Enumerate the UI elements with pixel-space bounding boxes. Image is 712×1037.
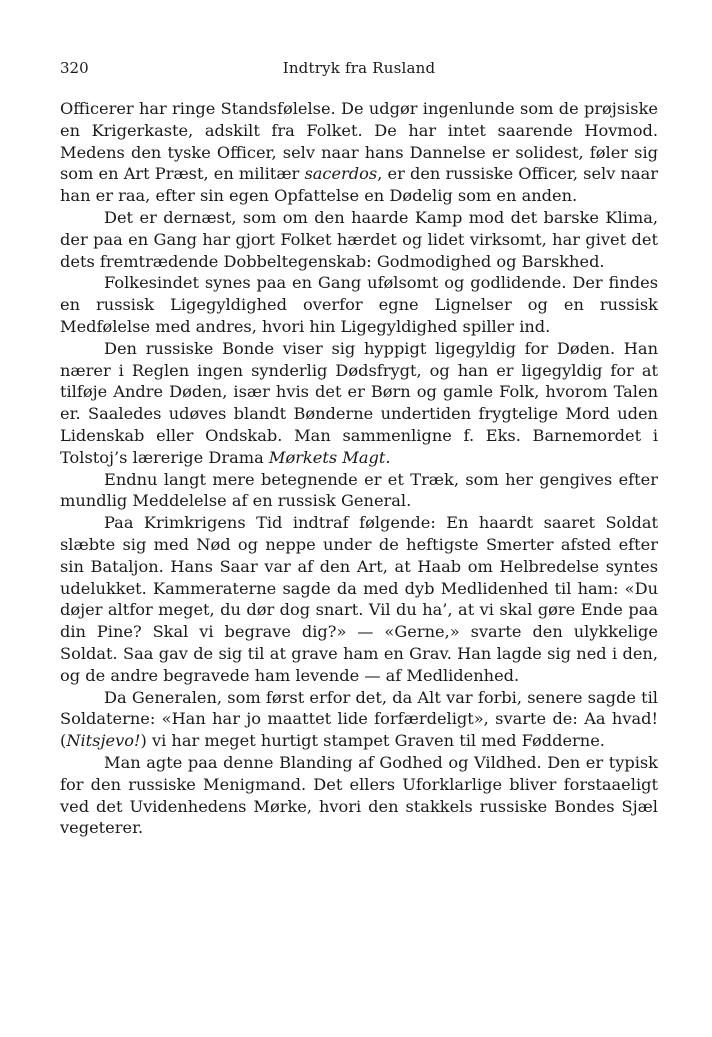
page-number: 320 <box>60 59 89 77</box>
text-segment: Man agte paa denne Blanding af Godhed og Vildhed. Den er typisk for den russiske Menigmand. Det ellers Uforklarlige bliver forstaaeligt ved det Uvidenhedens Mørke, hvori den stakkels russiske Bondes Sjæl vegeterer. <box>60 752 658 838</box>
paragraph <box>60 272 658 337</box>
text-segment: Folkesindet synes paa en Gang ufølsomt og godlidende. Der findes en russisk Ligegyldighed overfor egne Lignelser og en russisk Medfølelse med andres, hvori hin Ligegyldighed spiller ind. <box>60 273 658 336</box>
text-segment: Den russiske Bonde viser sig hyppigt ligegyldig for Døden. Han nærer i Reglen ingen synderlig Dødsfrygt, og han er ligegyldig for at tilføje Andre Døden, især hvis det er Børn og gamle Folk, hvorom Talen er. Saaledes udøves blandt Bønderne undertiden frygtelige Mord uden Lidenskab eller Ondskab. Man sammenligne f. Eks. Barnemordet i Tolstoj’s lærerige Drama <box>60 338 658 467</box>
text-segment: Da Generalen, som først erfor det, da Alt var forbi, senere sagde til Soldaterne: «Han har jo maattet lide forfærdeligt», svarte de: Aa hvad! ( <box>60 687 658 751</box>
paragraph <box>60 469 658 513</box>
book-page <box>60 56 658 839</box>
paragraph <box>60 338 658 469</box>
paragraph <box>60 98 658 207</box>
body-text <box>60 98 658 839</box>
paragraph <box>60 752 658 839</box>
text-segment: , er den russiske Officer, selv naar han er raa, efter sin egen Opfattelse en Dødelig som en anden. <box>60 164 658 206</box>
running-title: Indtryk fra Rusland <box>282 59 436 77</box>
text-segment: Officerer har ringe Standsfølelse. De udgør ingenlunde som de prøjsiske en Krigerkaste, adskilt fra Folket. De har intet saarende Hovmod. Medens den tyske Officer, selv naar hans Dannelse er solidest, føler sig som en Art Præst, en militær <box>60 99 658 184</box>
text-segment: Endnu langt mere betegnende er et Træk, som her gengives efter mundlig Meddelelse af en russisk General. <box>60 469 658 511</box>
paragraph <box>60 207 658 272</box>
italic-term: sacerdos <box>304 164 378 184</box>
text-segment: ) vi har meget hurtigt stampet Graven til med Fødderne. <box>140 731 605 751</box>
paragraph <box>60 512 658 686</box>
page-header <box>60 56 658 80</box>
italic-title: Mørkets Magt. <box>268 447 391 467</box>
paragraph <box>60 687 658 752</box>
text-segment: Det er dernæst, som om den haarde Kamp mod det barske Klima, der paa en Gang har gjort Folket hærdet og lidet virksomt, har givet det dets fremtrædende Dobbeltegenskab: Godmodighed og Barskhed. <box>60 207 658 271</box>
text-segment: Paa Krimkrigens Tid indtraf følgende: En haardt saaret Soldat slæbte sig med Nød og neppe under de heftigste Smerter afsted efter sin Bataljon. Hans Saar var af den Art, at Haab om Helbredelse syntes udelukket. Kammeraterne sagde da med dyb Medlidenhed til ham: «Du døjer altfor meget, du dør dog snart. Vil du ha’, at vi skal gøre Ende paa din Pine? Skal vi begrave dig?» — «Gerne,» svarte den ulykkelige Soldat. Saa gav de sig til at grave ham en Grav. Han lagde sig ned i den, og de andre begravede ham levende — af Medlidenhed. <box>60 513 658 685</box>
italic-term: Nitsjevo! <box>66 731 141 751</box>
